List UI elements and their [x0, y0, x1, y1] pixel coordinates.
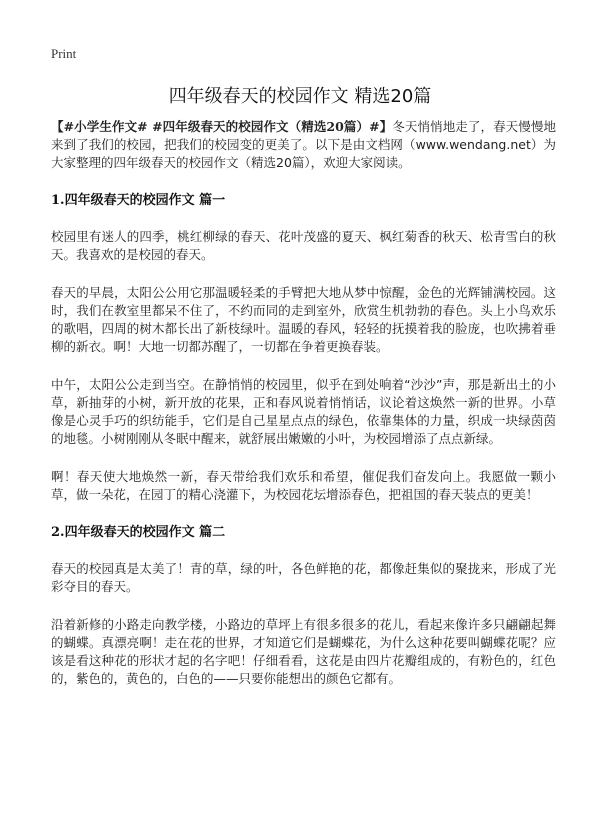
print-link[interactable]: Print [51, 46, 77, 61]
section-heading: 1.四年级春天的校园作文 篇一 [51, 193, 226, 208]
paragraph: 春天的校园真是太美了！青的草，绿的叶，各色鲜艳的花，都像赶集似的聚拢来，形成了光彩夺目的春天。 [51, 561, 556, 594]
page-title: 四年级春天的校园作文 精选20篇 [168, 86, 432, 107]
paragraph: 啊！春天使大地焕然一新，春天带给我们欢乐和希望，催促我们奋发向上。我愿做一颗小草，做一朵花，在园丁的精心浇灌下，为校园花坛增添春色，把祖国的春天装点的更美！ [51, 469, 556, 502]
paragraph: 中午，太阳公公走到当空。在静悄悄的校园里，似乎在到处响着“沙沙”声，那是新出土的小草，新抽芽的小树，新开放的花果，正和春风说着悄悄话，议论着这焕然一新的世界。小草像是心灵手巧的织纺能手，它们是自己星星点点的绿色，依靠集体的力量，织成一块绿茵茵的地毯。小树刚刚从冬眠中醒来，就舒展出嫩嫩的小叶，为校园增添了点点新绿。 [51, 377, 556, 446]
section-heading: 2.四年级春天的校园作文 篇二 [51, 525, 226, 540]
intro-paragraph [51, 118, 556, 172]
article-body [51, 118, 556, 708]
intro-tags: 【#小学生作文# #四年级春天的校园作文（精选20篇）#】 [51, 119, 393, 134]
paragraph: 校园里有迷人的四季，桃红柳绿的春天、花叶茂盛的夏天、枫红菊香的秋天、松青雪白的秋天。我喜欢的是校园的春天。 [51, 229, 556, 262]
intro-text: 冬天悄悄地走了，春天慢慢地来到了我们的校园，把我们的校园变的更美了。以下是由文档网（www.wendang.net）为大家整理的四年级春天的校园作文（精选20篇），欢迎大家阅读。 [51, 119, 556, 170]
paragraph: 沿着新修的小路走向教学楼，小路边的草坪上有很多很多的花儿，看起来像许多只翩翩起舞的蝴蝶。真漂亮啊！走在花的世界，才知道它们是蝴蝶花，为什么这种花要叫蝴蝶花呢？应该是看这种花的形状才起的名字吧！仔细看看，这花是由四片花瓣组成的，有粉色的，红色的，紫色的，黄色的，白色的——只要你能想出的颜色它都有。 [51, 617, 556, 686]
paragraph: 春天的早晨，太阳公公用它那温暖轻柔的手臂把大地从梦中惊醒，金色的光辉铺满校园。这时，我们在教室里都呆不住了，不约而同的走到室外，欣赏生机勃勃的春色。头上小鸟欢乐的歌唱，四周的树木都长出了新枝绿叶。温暖的春风，轻轻的抚摸着我的脸庞，也吹拂着垂柳的新衣。啊！大地一切都苏醒了，一切都在争着更换春装。 [51, 285, 556, 354]
